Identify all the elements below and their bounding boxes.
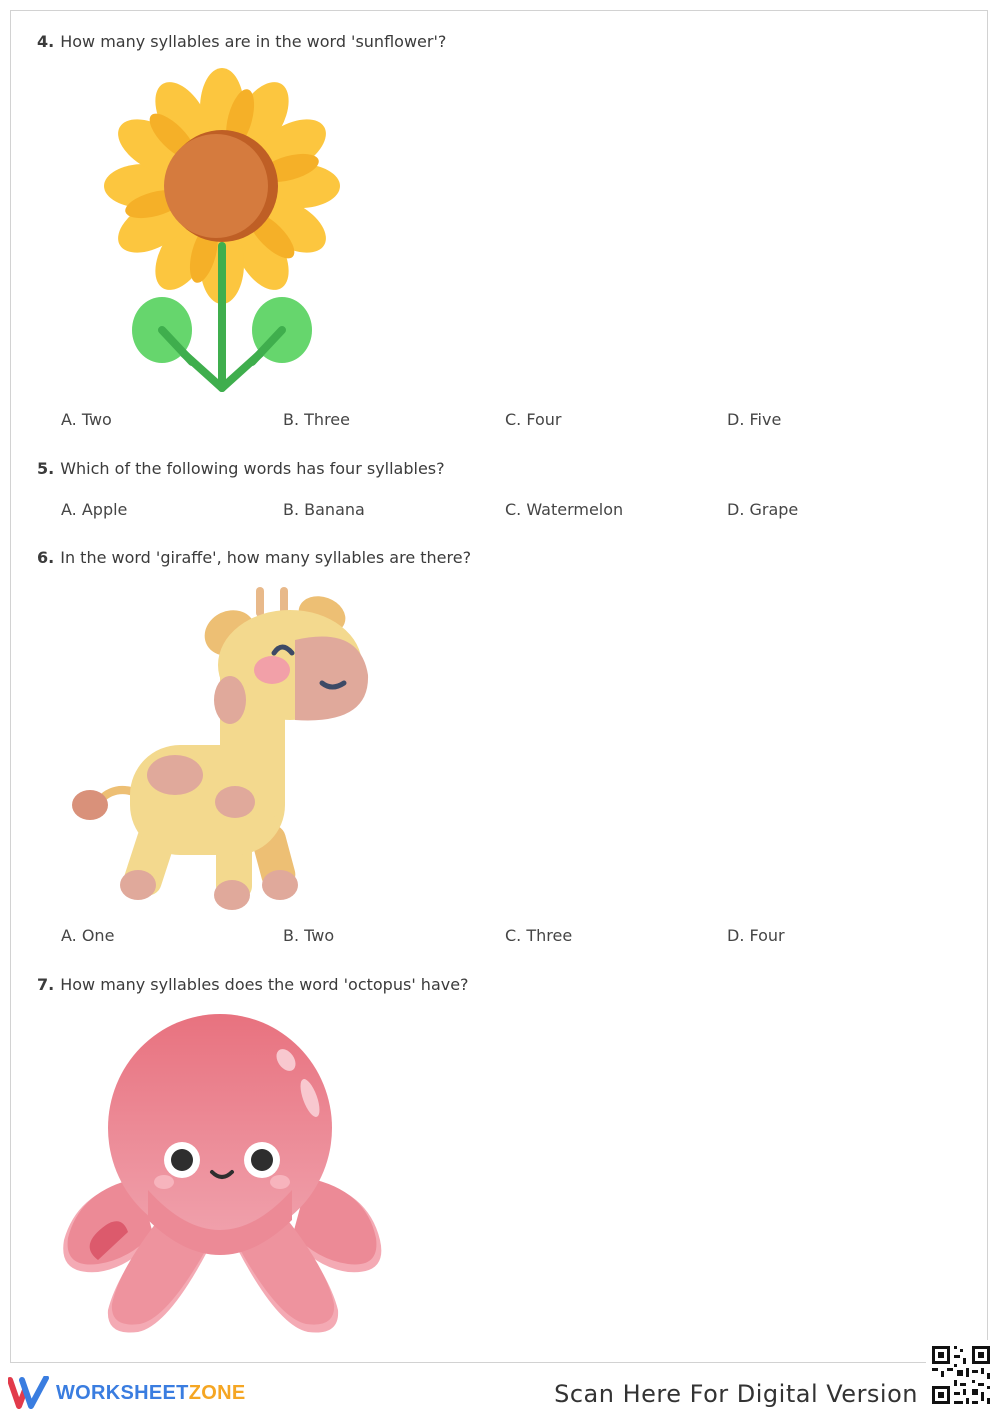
giraffe-illustration [70, 585, 375, 913]
sunflower-illustration [100, 66, 345, 396]
option-c[interactable]: C. Three [505, 926, 573, 945]
option-b[interactable]: B. Three [283, 410, 350, 429]
question-number: 6. [37, 548, 55, 567]
option-d[interactable]: D. Five [727, 410, 782, 429]
question-number: 4. [37, 32, 55, 51]
octopus-illustration [58, 1010, 388, 1340]
option-c[interactable]: C. Four [505, 410, 562, 429]
question-number: 5. [37, 459, 55, 478]
option-a[interactable]: A. Two [61, 410, 112, 429]
question-7 [37, 975, 469, 994]
question-6 [37, 548, 471, 567]
option-a[interactable]: A. One [61, 926, 115, 945]
option-b[interactable]: B. Two [283, 926, 335, 945]
option-c[interactable]: C. Watermelon [505, 500, 624, 519]
option-b[interactable]: B. Banana [283, 500, 365, 519]
w-logo-icon [8, 1376, 50, 1410]
question-text: Which of the following words has four syllables? [60, 459, 445, 478]
question-text: How many syllables are in the word 'sunflower'? [60, 32, 447, 51]
answer-options [61, 410, 961, 432]
answer-options [61, 926, 961, 948]
option-a[interactable]: A. Apple [61, 500, 128, 519]
qr-code-icon[interactable] [926, 1340, 996, 1410]
footer [0, 1366, 1000, 1414]
question-number: 7. [37, 975, 55, 994]
logo-text: WORKSHEETZONE [56, 1381, 246, 1404]
scan-caption: Scan Here For Digital Version [554, 1380, 918, 1408]
worksheet-zone-logo[interactable] [8, 1376, 245, 1410]
option-d[interactable]: D. Grape [727, 500, 799, 519]
option-d[interactable]: D. Four [727, 926, 785, 945]
question-5 [37, 459, 445, 478]
question-text: How many syllables does the word 'octopus' have? [60, 975, 469, 994]
question-text: In the word 'giraffe', how many syllables are there? [60, 548, 472, 567]
question-4 [37, 32, 446, 51]
answer-options [61, 500, 961, 522]
